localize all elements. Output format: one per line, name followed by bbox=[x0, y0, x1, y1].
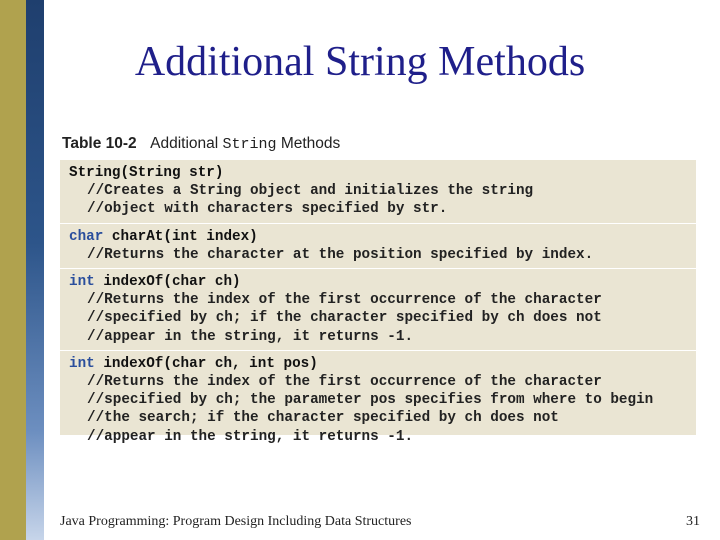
method-signature: String(String str) bbox=[69, 165, 224, 181]
method-comment: //specified by ch; if the character specified by ch does not bbox=[87, 310, 602, 327]
page-number: 31 bbox=[686, 514, 700, 529]
method-signature: int indexOf(char ch) bbox=[69, 274, 241, 291]
table-row bbox=[60, 224, 696, 269]
table-row bbox=[60, 351, 696, 450]
table-row bbox=[60, 269, 696, 351]
method-comment: //Returns the index of the first occurrence of the character bbox=[87, 374, 602, 391]
method-signature: int indexOf(char ch, int pos) bbox=[69, 355, 318, 372]
slide-footer: Java Programming: Program Design Including Data Structures bbox=[60, 514, 412, 529]
method-comment: //Returns the index of the first occurrence of the character bbox=[87, 292, 602, 309]
table-label: Table 10-2 bbox=[62, 135, 137, 152]
method-comment: //specified by ch; the parameter pos specifies from where to begin bbox=[87, 392, 654, 409]
table-row bbox=[60, 160, 696, 224]
left-decor-strip-olive bbox=[0, 0, 26, 540]
slide-title: Additional String Methods bbox=[134, 39, 586, 85]
table-caption bbox=[62, 135, 340, 153]
method-comment: //Creates a String object and initializes the string bbox=[87, 183, 534, 200]
method-signature: char charAt(int index) bbox=[69, 228, 258, 245]
table-caption-suffix: Methods bbox=[280, 135, 341, 152]
table-caption-prefix: Additional bbox=[150, 135, 219, 152]
method-comment: //object with characters specified by str. bbox=[87, 201, 448, 218]
methods-table bbox=[60, 159, 696, 445]
method-comment: //the search; if the character specified by ch does not bbox=[87, 410, 559, 427]
method-comment: //Returns the character at the position specified by index. bbox=[87, 246, 594, 263]
table-caption-mono: String bbox=[222, 136, 277, 153]
method-comment: //appear in the string, it returns -1. bbox=[87, 328, 414, 345]
left-decor-strip-blue bbox=[26, 0, 44, 540]
method-comment: //appear in the string, it returns -1. bbox=[87, 428, 414, 445]
